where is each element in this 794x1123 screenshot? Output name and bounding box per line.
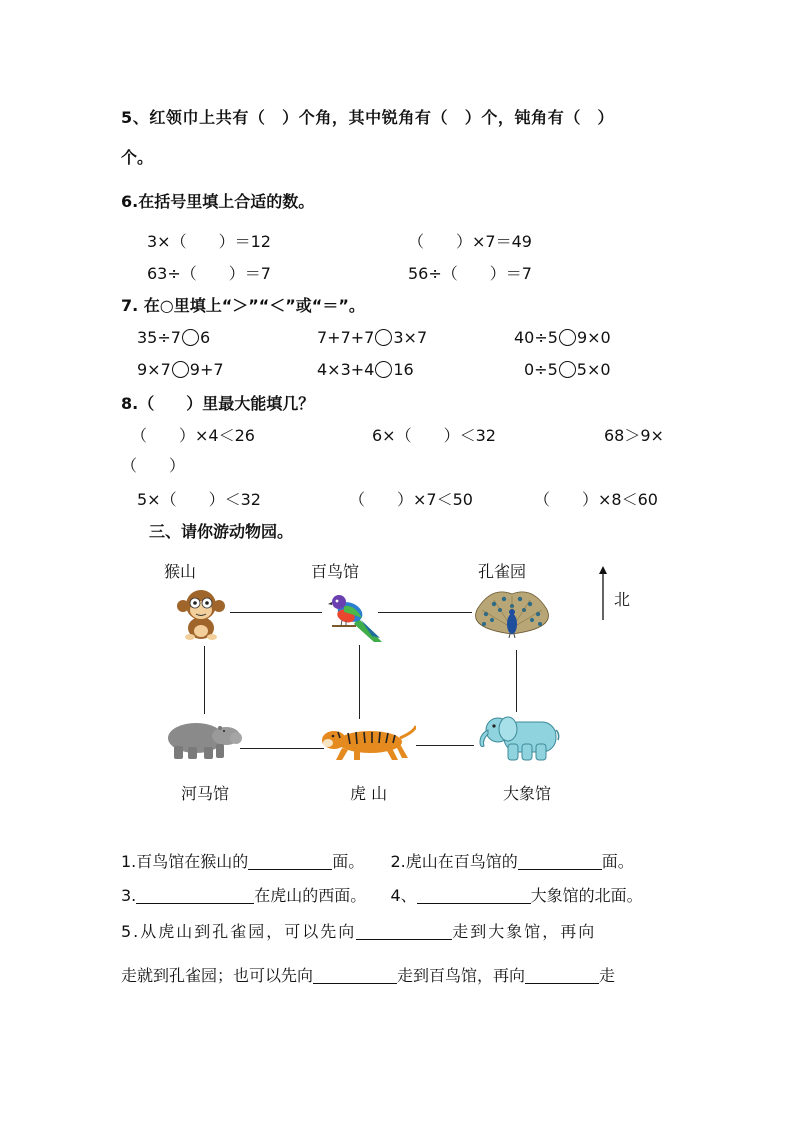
- map-question-3-4: [121, 886, 643, 906]
- answer-blank[interactable]: [136, 887, 254, 904]
- q5-text: 5.从虎山到孔雀园，可以先向: [121, 922, 357, 941]
- map-question-5-line1: [121, 922, 596, 942]
- q7-item-3: [514, 328, 611, 348]
- path-bird-peacock: [378, 612, 472, 613]
- bird-icon: [328, 588, 384, 644]
- compare-circle[interactable]: [375, 329, 392, 346]
- compare-circle[interactable]: [172, 361, 189, 378]
- path-tiger-elephant: [416, 745, 474, 746]
- answer-blank[interactable]: [356, 923, 452, 940]
- q7-right: 5×0: [576, 360, 611, 379]
- q7-item-1: [137, 328, 210, 348]
- compare-circle[interactable]: [559, 361, 576, 378]
- q8-title: 8.（ ）里最大能填几？: [121, 394, 315, 413]
- q7-right: 6: [199, 328, 211, 347]
- answer-blank[interactable]: [313, 967, 397, 984]
- q7-item-4: [137, 360, 224, 380]
- q6-item-3: 63÷（ ）＝7: [147, 264, 271, 283]
- q7-item-6: [524, 360, 611, 380]
- q4-text-end: 大象馆的北面。: [530, 886, 643, 905]
- q5-text-mid: 走到大象馆，再向: [452, 922, 597, 941]
- north-label: 北: [614, 590, 631, 609]
- path-monkey-bird: [230, 612, 322, 613]
- q8-item-5: （ ）×7＜50: [349, 490, 473, 509]
- q1-text-end: 面。: [332, 852, 365, 871]
- q7-right: 16: [393, 360, 414, 379]
- q5-text-end: 走: [599, 966, 616, 985]
- q7-left: 0÷5: [524, 360, 558, 379]
- q8-item-3: 68＞9×: [604, 426, 664, 445]
- q7-right: 9+7: [189, 360, 224, 379]
- answer-blank[interactable]: [417, 887, 531, 904]
- compare-circle[interactable]: [559, 329, 576, 346]
- label-bird-hall: 百鸟馆: [311, 562, 360, 581]
- answer-blank[interactable]: [518, 853, 602, 870]
- answer-blank[interactable]: [248, 853, 332, 870]
- q2-text: 2.虎山在百鸟馆的: [390, 852, 518, 871]
- q4-text: 4、: [390, 886, 417, 905]
- compare-circle[interactable]: [182, 329, 199, 346]
- q7-right: 3×7: [393, 328, 428, 347]
- q6-item-4: 56÷（ ）＝7: [408, 264, 532, 283]
- q6-item-1: 3×（ ）＝12: [147, 232, 271, 251]
- label-peacock-garden: 孔雀园: [478, 562, 527, 581]
- q2-text-end: 面。: [601, 852, 634, 871]
- q8-item-4: 5×（ ）＜32: [137, 490, 261, 509]
- hippo-icon: [166, 716, 242, 760]
- q1-text: 1.百鸟馆在猴山的: [121, 852, 249, 871]
- q8-item-6: （ ）×8＜60: [534, 490, 658, 509]
- q8-item-1: （ ）×4＜26: [131, 426, 255, 445]
- q3-text: 3.: [121, 886, 137, 905]
- label-tiger-hill: 虎 山: [350, 784, 388, 803]
- q7-left: 4×3+4: [317, 360, 375, 379]
- tiger-icon: [320, 724, 416, 762]
- path-peacock-elephant: [516, 650, 517, 712]
- path-monkey-hippo: [204, 646, 205, 714]
- q7-item-2: [317, 328, 427, 348]
- q7-left: 7+7+7: [317, 328, 375, 347]
- q7-item-5: [317, 360, 414, 380]
- q3-text-end: 在虎山的西面。: [254, 886, 367, 905]
- q7-right: 9×0: [576, 328, 611, 347]
- q8-item-3-cont: （ ）: [121, 456, 186, 475]
- peacock-icon: [472, 590, 552, 638]
- q6-item-2: （ ）×7＝49: [408, 232, 532, 251]
- q8-item-2: 6×（ ）＜32: [372, 426, 496, 445]
- path-hippo-tiger: [240, 748, 324, 749]
- q5-text-cont: 走就到孔雀园；也可以先向: [121, 966, 314, 985]
- label-elephant-hall: 大象馆: [503, 784, 552, 803]
- q5-line2: 个。: [121, 148, 154, 167]
- path-bird-tiger: [359, 645, 360, 719]
- map-question-1: [121, 852, 634, 872]
- q5-line1: 5、红领巾上共有（ ）个角，其中锐角有（ ）个，钝角有（ ）: [121, 108, 615, 127]
- north-arrow-icon: [596, 566, 610, 622]
- q7-title: 7. 在○里填上“＞”“＜”或“＝”。: [121, 296, 365, 315]
- elephant-icon: [478, 712, 560, 762]
- section3-title: 三、请你游动物园。: [149, 522, 294, 541]
- q5-text-cont2: 走到百鸟馆，再向: [397, 966, 526, 985]
- q7-left: 35÷7: [137, 328, 181, 347]
- compare-circle[interactable]: [375, 361, 392, 378]
- q7-left: 9×7: [137, 360, 171, 379]
- monkey-icon: [176, 588, 226, 640]
- q7-left: 40÷5: [514, 328, 558, 347]
- label-hippo-hall: 河马馆: [181, 784, 230, 803]
- label-monkey-hill: 猴山: [164, 562, 197, 581]
- q6-title: 6.在括号里填上合适的数。: [121, 192, 315, 211]
- map-question-5-line2: [121, 966, 615, 986]
- answer-blank[interactable]: [525, 967, 599, 984]
